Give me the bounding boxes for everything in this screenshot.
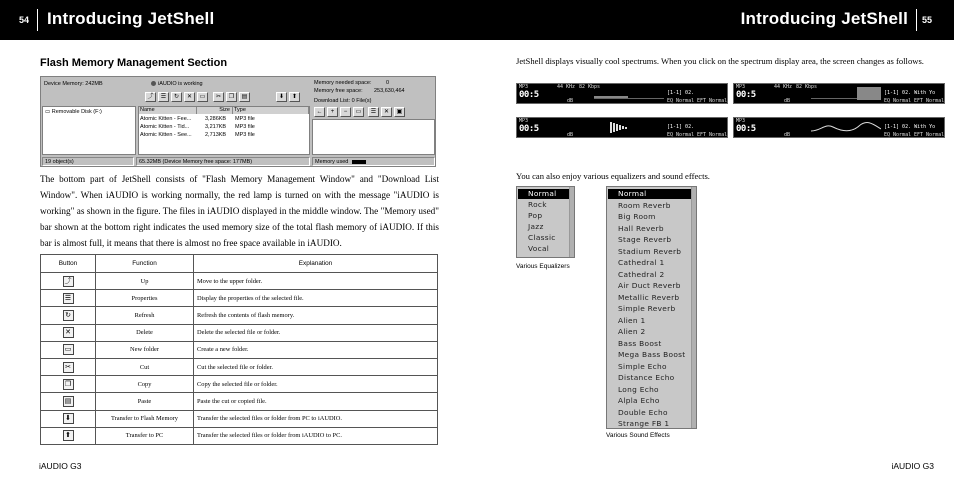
right-page-number: 55	[921, 15, 932, 25]
table-header: Button	[41, 255, 96, 273]
sound-effect-item[interactable]: Alien 2	[618, 327, 646, 336]
status-memory: 65.32MB (Device Memory free space: 177MB)	[136, 157, 310, 166]
drive-icon: ▭	[45, 109, 52, 115]
function-cell: Copy	[96, 376, 194, 393]
equalizers-caption: Various Equalizers	[516, 263, 570, 270]
dl-toolbar-back-button[interactable]: ←	[314, 107, 325, 117]
equalizer-item[interactable]: Vocal	[528, 244, 550, 253]
sound-effects-scrollbar[interactable]	[691, 187, 696, 428]
sound-effect-item[interactable]: Hall Reverb	[618, 223, 664, 233]
arrow-down-icon: ⬇	[63, 413, 74, 424]
arrow-up-icon: ⬆	[63, 430, 74, 441]
right-page-title: Introducing JetShell	[740, 9, 908, 28]
properties-icon: ☰	[63, 293, 74, 304]
table-row	[41, 393, 438, 410]
cut-icon: ✂	[63, 362, 74, 373]
sound-effect-item[interactable]: Strange FB 1	[618, 419, 670, 428]
sound-effect-item[interactable]: Air Duct Reverb	[618, 281, 681, 290]
sound-effect-item[interactable]: Distance Echo	[618, 373, 675, 382]
table-header: Explanation	[194, 255, 438, 273]
drive-label: Removable Disk (F:)	[51, 109, 102, 115]
table-header-row	[41, 255, 438, 273]
sound-effect-item[interactable]: Simple Echo	[618, 361, 667, 371]
dl-toolbar-add-button[interactable]: +	[327, 107, 338, 117]
copy-icon: ❐	[63, 379, 74, 390]
explanation-cell: Display the properties of the selected file.	[194, 290, 438, 307]
file-row[interactable]: Atomic Kitten - Tid... 3,217KB MP3 file	[140, 124, 255, 130]
sound-effect-item[interactable]: Stage Reverb	[618, 235, 672, 244]
table-row	[41, 307, 438, 324]
table-row	[41, 376, 438, 393]
toolbar-new-folder-button[interactable]: ▭	[197, 92, 208, 102]
equalizer-item[interactable]: Jazz	[528, 222, 544, 231]
table-row	[41, 273, 438, 290]
folder-up-icon: ⤴	[64, 276, 72, 285]
dl-toolbar-delete-button[interactable]: ✕	[381, 107, 392, 117]
explanation-cell: Copy the selected file or folder.	[194, 376, 438, 393]
spectrum-visual	[811, 121, 881, 134]
file-row[interactable]: Atomic Kitten - See... 2,713KB MP3 file	[140, 132, 255, 138]
toolbar-cut-button[interactable]: ✂	[213, 92, 224, 102]
spectrum-panel-4[interactable]: MP3 00:5 [1-1] 02. With Yo EQ Normal EFT Normal dB	[733, 117, 945, 138]
header-divider	[37, 9, 38, 31]
table-row	[41, 427, 438, 444]
explanation-cell: Move to the upper folder.	[194, 273, 438, 290]
function-cell: Refresh	[96, 307, 194, 324]
column-size[interactable]: Size	[197, 107, 233, 114]
jetshell-memory-window	[40, 76, 436, 167]
right-footer: iAUDIO G3	[891, 461, 934, 471]
toolbar-paste-button[interactable]: ▤	[239, 92, 250, 102]
sound-effect-item[interactable]: Stadium Reverb	[618, 246, 682, 256]
memory-needed-label: Memory needed space:	[314, 80, 372, 86]
sound-effect-item[interactable]: Simple Reverb	[618, 304, 676, 313]
toolbar-refresh-button[interactable]: ↻	[171, 92, 182, 102]
sound-effect-item[interactable]: Cathedral 2	[618, 269, 665, 279]
status-objects: 19 object(s)	[42, 157, 134, 166]
equalizer-item[interactable]: Rock	[528, 200, 547, 209]
sound-effect-item[interactable]: Metallic Reverb	[618, 292, 680, 302]
folder-tree[interactable]	[42, 106, 136, 155]
table-row	[41, 324, 438, 341]
column-type[interactable]: Type	[233, 107, 309, 114]
sound-effect-item[interactable]: Long Echo	[618, 384, 659, 394]
function-cell: Properties	[96, 290, 194, 307]
equalizer-item[interactable]: Normal	[528, 189, 557, 198]
sound-effects-list[interactable]	[606, 186, 697, 429]
equalizer-scrollbar[interactable]	[569, 187, 574, 257]
toolbar-copy-button[interactable]: ❐	[226, 92, 237, 102]
spectrum-visual	[594, 121, 664, 134]
function-cell: New folder	[96, 341, 194, 358]
left-footer: iAUDIO G3	[39, 461, 82, 471]
paste-icon: ▤	[63, 396, 74, 407]
sound-effect-item[interactable]: Cathedral 1	[618, 258, 665, 267]
spectrum-intro: JetShell displays visually cool spectrums. When you click on the spectrum display area, the screen changes as follows.	[516, 56, 924, 66]
delete-icon: ✕	[63, 327, 74, 338]
sound-effect-item[interactable]: Alpla Echo	[618, 396, 660, 405]
dl-toolbar-save-button[interactable]: ▣	[394, 107, 405, 117]
file-list[interactable]	[138, 106, 310, 155]
drive-item[interactable]	[45, 109, 102, 115]
function-cell: Paste	[96, 393, 194, 410]
function-cell: Up	[96, 273, 194, 290]
equalizer-item[interactable]: Pop	[528, 211, 543, 220]
enjoy-text: You can also enjoy various equalizers and sound effects.	[516, 171, 710, 181]
spectrum-visual	[811, 87, 881, 100]
function-cell: Delete	[96, 324, 194, 341]
explanation-cell: Transfer the selected files or folder from PC to iAUDIO.	[194, 410, 438, 427]
download-list[interactable]	[312, 119, 435, 155]
explanation-cell: Transfer the selected files or folder from iAUDIO to PC.	[194, 427, 438, 444]
column-name[interactable]: Name	[139, 107, 197, 114]
device-memory-label: Device Memory: 242MB	[44, 81, 103, 87]
table-row	[41, 290, 438, 307]
sound-effect-item[interactable]: Alien 1	[618, 315, 646, 325]
sound-effect-item[interactable]: Mega Bass Boost	[618, 350, 686, 359]
equalizer-item[interactable]: Classic	[528, 233, 556, 242]
memory-needed-value: 0	[386, 80, 390, 86]
sound-effect-item[interactable]: Room Reverb	[618, 200, 671, 210]
button-reference-table	[40, 254, 438, 445]
toolbar-delete-button[interactable]: ✕	[184, 92, 195, 102]
sound-effects-caption: Various Sound Effects	[606, 432, 670, 439]
table-header: Function	[96, 255, 194, 273]
left-page-number: 54	[19, 15, 30, 25]
sound-effect-item[interactable]: Normal	[618, 189, 647, 198]
toolbar-properties-button[interactable]: ☰	[158, 92, 169, 102]
left-page-title: Introducing JetShell	[47, 9, 215, 28]
explanation-cell: Create a new folder.	[194, 341, 438, 358]
section-title: Flash Memory Management Section	[40, 57, 228, 69]
status-memory-used: Memory used	[312, 157, 435, 166]
spectrum-panel-2[interactable]: MP3 44 KHz 82 Kbps 00:5 [1-1] 02. With Yo EQ Normal EFT Normal dB	[733, 83, 945, 104]
spectrum-visual	[594, 87, 664, 100]
dl-toolbar-list-button[interactable]: ☰	[368, 107, 379, 117]
function-cell: Transfer to PC	[96, 427, 194, 444]
status-text: iAUDIO is working	[158, 81, 203, 87]
memory-free-value: 253,630,464	[374, 88, 405, 94]
download-list-label: Download List: 0 File(s)	[314, 98, 372, 104]
explanation-cell: Refresh the contents of flash memory.	[194, 307, 438, 324]
sound-effect-item[interactable]: Double Echo	[618, 407, 668, 417]
working-status	[151, 81, 203, 87]
toolbar-up-button[interactable]: ⤴	[145, 92, 156, 102]
new-folder-icon: ▭	[63, 344, 74, 355]
spectrum-panel-3[interactable]: MP3 00:5 [1-1] 02. EQ Normal EFT Normal dB	[516, 117, 728, 138]
dl-toolbar-remove-button[interactable]: −	[340, 107, 351, 117]
explanation-cell: Delete the selected file or folder.	[194, 324, 438, 341]
body-paragraph: The bottom part of JetShell consists of "Flash Memory Management Window" and "Download List Window". When iAUDIO is working normally, the red lamp is turned on with the message "iAUDIO is working" as shown in the figure. The files in iAUDIO displayed in the middle window. The "Memory used" bar shown at the bottom right indicates the used memory size of the total flash memory of iAUDIO. If this bar is almost full, it means that there is almost no free space available in iAUDIO.	[40, 174, 439, 248]
explanation-cell: Cut the selected file or folder.	[194, 358, 438, 375]
sound-effect-item[interactable]: Big Room	[618, 212, 656, 221]
page-header	[0, 0, 954, 40]
sound-effect-item[interactable]: Bass Boost	[618, 338, 662, 348]
explanation-cell: Paste the cut or copied file.	[194, 393, 438, 410]
table-row	[41, 341, 438, 358]
equalizer-list[interactable]	[516, 186, 575, 258]
memory-free-label: Memory free space:	[314, 88, 363, 94]
status-lamp-icon	[151, 81, 156, 86]
function-cell: Transfer to Flash Memory	[96, 410, 194, 427]
table-row	[41, 358, 438, 375]
function-cell: Cut	[96, 358, 194, 375]
memory-used-bar	[352, 160, 366, 164]
dl-toolbar-folder-button[interactable]: ▭	[353, 107, 364, 117]
toolbar-download-button[interactable]: ⬇	[276, 92, 287, 102]
toolbar-upload-button[interactable]: ⬆	[289, 92, 300, 102]
header-divider	[916, 9, 917, 31]
refresh-icon: ↻	[63, 310, 74, 321]
table-row	[41, 410, 438, 427]
spectrum-panel-1[interactable]: MP3 44 KHz 82 Kbps 00:5 [1-1] 02. EQ Normal EFT Normal dB	[516, 83, 728, 104]
file-row[interactable]: Atomic Kitten - Fee... 3,286KB MP3 file	[140, 116, 255, 122]
